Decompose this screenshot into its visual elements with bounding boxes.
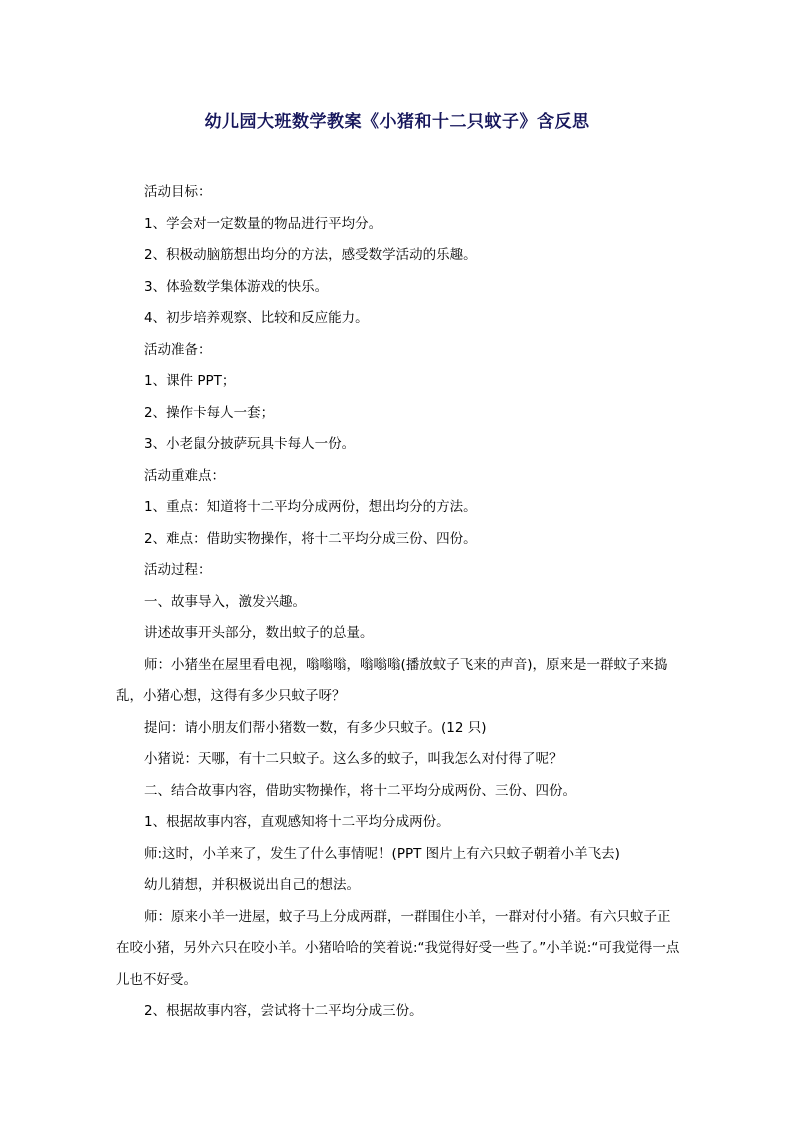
- goal-item-1: 1、学会对一定数量的物品进行平均分。: [144, 215, 383, 232]
- paragraph: 2、根据故事内容，尝试将十二平均分成三份。: [144, 1003, 423, 1019]
- document-body: [116, 177, 682, 1028]
- preparation-item-2: 2、操作卡每人一套；: [144, 404, 275, 421]
- paragraph: 小猪说：天哪，有十二只蚊子。这么多的蚊子，叫我怎么对付得了呢？: [144, 751, 563, 767]
- paragraph: 师:这时，小羊来了，发生了什么事情呢！(PPT 图片上有六只蚊子朝着小羊飞去): [144, 845, 620, 862]
- section-heading-process: 活动过程：: [144, 562, 212, 578]
- section-heading-goals: 活动目标：: [144, 184, 212, 200]
- paragraph: 讲述故事开头部分，数出蚊子的总量。: [144, 625, 374, 641]
- section-heading-preparation: 活动准备：: [144, 341, 212, 358]
- paragraph: 1、根据故事内容，直观感知将十二平均分成两份。: [144, 814, 450, 830]
- key-point-2: 2、难点：借助实物操作，将十二平均分成三份、四份。: [144, 530, 477, 547]
- preparation-item-1: 1、课件 PPT；: [144, 373, 236, 389]
- paragraph: 师：原来小羊一进屋，蚊子马上分成两群，一群围住小羊，一群对付小猪。有六只蚊子正在咬小猪，另外六只在咬小羊。小猪哈哈的笑着说:“我觉得好受一些了。”小羊说:“可我觉得一点儿也不好受。: [116, 908, 680, 988]
- paragraph: 师：小猪坐在屋里看电视，嗡嗡嗡，嗡嗡嗡(播放蚊子飞来的声音)，原来是一群蚊子来捣乱，小猪心想，这得有多少只蚊子呀？: [116, 656, 668, 704]
- goal-item-4: 4、初步培养观察、比较和反应能力。: [144, 310, 369, 326]
- process-step-1-heading: 一、故事导入，激发兴趣。: [144, 593, 306, 610]
- paragraph: 幼儿猜想，并积极说出自己的想法。: [144, 877, 360, 893]
- document-title: 幼儿园大班数学教案《小猪和十二只蚊子》含反思: [204, 112, 590, 132]
- goal-item-3: 3、体验数学集体游戏的快乐。: [144, 278, 329, 295]
- key-point-1: 1、重点：知道将十二平均分成两份，想出均分的方法。: [144, 499, 477, 515]
- paragraph: 提问：请小朋友们帮小猪数一数，有多少只蚊子。(12 只): [144, 719, 487, 736]
- section-heading-key-points: 活动重难点：: [144, 467, 225, 484]
- process-step-2-heading: 二、结合故事内容，借助实物操作，将十二平均分成两份、三份、四份。: [144, 782, 576, 799]
- goal-item-2: 2、积极动脑筋想出均分的方法，感受数学活动的乐趣。: [144, 247, 477, 263]
- preparation-item-3: 3、小老鼠分披萨玩具卡每人一份。: [144, 436, 356, 452]
